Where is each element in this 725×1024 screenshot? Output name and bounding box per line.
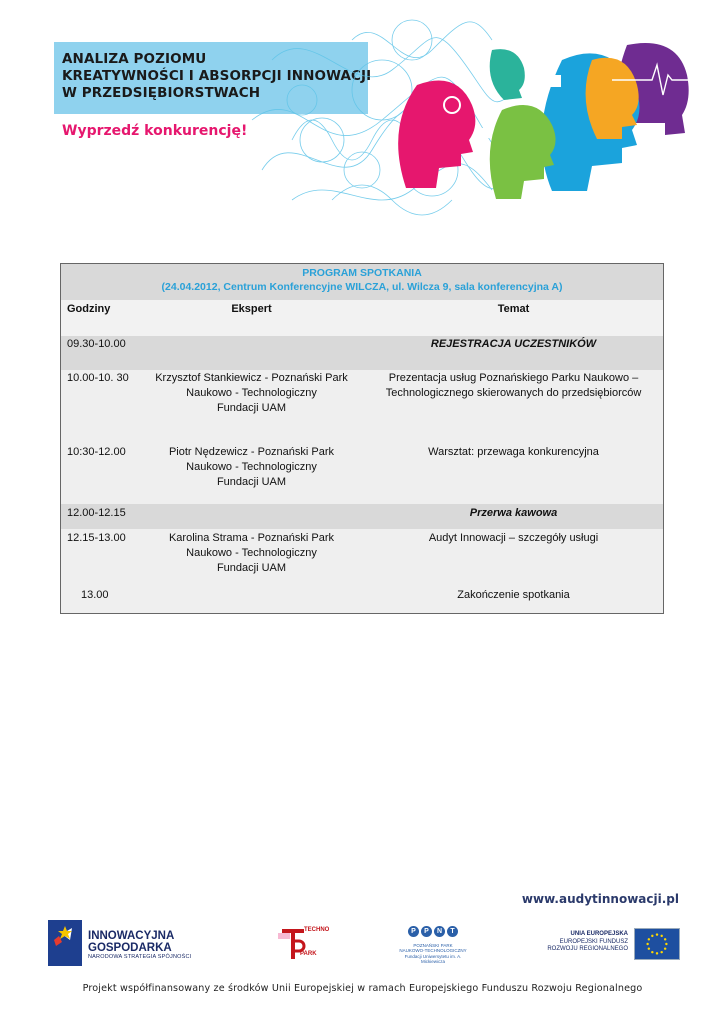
- row-time: 13.00: [81, 589, 109, 601]
- head-silhouettes: [398, 43, 689, 199]
- column-header-temat: Temat: [497, 303, 530, 315]
- row-expert: Krzysztof Stankiewicz - Poznański Park Naukowo - Technologiczny Fundacji UAM: [155, 372, 348, 414]
- head-pink: [398, 81, 475, 189]
- funding-note: Projekt współfinansowany ze środków Unii Europejskiej w ramach Europejskiego Funduszu Rozwoju Regionalnego: [82, 983, 643, 994]
- title-line-1: ANALIZA POZIOMU: [62, 51, 207, 67]
- table-row: [61, 585, 663, 613]
- ppnt-text-1: POZNAŃSKI PARK: [413, 943, 453, 948]
- table-row: [61, 336, 663, 370]
- row-topic: REJESTRACJA UCZESTNIKÓW: [430, 338, 597, 350]
- row-topic: Przerwa kawowa: [469, 507, 558, 519]
- chart-icon: [547, 75, 561, 87]
- ppnt-text-3: Fundacji Uniwersytetu im. A. Mickiewicza: [404, 954, 462, 964]
- eu-flag-icon: [634, 928, 680, 960]
- website-link[interactable]: www.audytinnowacji.pl: [521, 892, 679, 906]
- logo-ig-tagline: NARODOWA STRATEGIA SPÓJNOŚCI: [88, 954, 192, 960]
- head-green: [490, 105, 556, 199]
- title-line-3: W PRZEDSIĘBIORSTWACH: [62, 85, 261, 101]
- row-topic: Prezentacja usług Poznańskiego Parku Naukowo – Technologicznego skierowanych do przedsiębiorców: [385, 372, 642, 399]
- table-row: [61, 370, 663, 438]
- column-header-ekspert: Ekspert: [231, 303, 272, 315]
- ppnt-letters: P P N T: [408, 926, 458, 937]
- table-row: [61, 444, 663, 504]
- slogan: Wyprzedź konkurencję!: [62, 123, 248, 139]
- column-header-godziny: Godziny: [67, 303, 111, 315]
- row-topic: Warsztat: przewaga konkurencyjna: [428, 446, 599, 458]
- logo-ig-text: INNOWACYJNA GOSPODARKA: [88, 930, 175, 954]
- heads-illustration: [232, 0, 725, 220]
- row-topic: Zakończenie spotkania: [457, 589, 570, 601]
- row-time: 10:30-12.00: [67, 446, 126, 458]
- technopark-logo: [278, 927, 330, 961]
- row-time: 10.00-10. 30: [67, 372, 129, 384]
- eu-text: UNIA EUROPEJSKA EUROPEJSKI FUNDUSZ ROZWOJU REGIONALNEGO: [547, 931, 628, 952]
- table-row: [61, 529, 663, 585]
- program-subtitle: (24.04.2012, Centrum Konferencyjne WILCZA, ul. Wilcza 9, sala konferencyjna A): [161, 281, 563, 293]
- table-title-row: [61, 264, 663, 300]
- row-time: 12.00-12.15: [67, 507, 126, 519]
- row-expert: Piotr Nędzewicz - Poznański Park Naukowo - Technologiczny Fundacji UAM: [168, 446, 335, 488]
- title-line-2: KREATYWNOŚCI I ABSORPCJI INNOWACJI: [62, 68, 372, 84]
- eu-logo: [548, 928, 680, 960]
- table-row: [61, 504, 663, 529]
- program-title: PROGRAM SPOTKANIA: [302, 267, 422, 279]
- row-time: 12.15-13.00: [67, 532, 126, 544]
- technopark-label-1: TECHNO: [304, 927, 330, 933]
- innowacyjna-gospodarka-logo: [48, 918, 198, 968]
- head-teal: [490, 49, 525, 100]
- briefcase-icon: [478, 128, 492, 138]
- row-topic: Audyt Innowacji – szczegóły usługi: [428, 532, 599, 544]
- table-header-row: [61, 300, 663, 336]
- ppnt-text-2: NAUKOWO-TECHNOLOGICZNY: [399, 948, 467, 953]
- star-flag-icon: [48, 920, 82, 966]
- row-expert: Karolina Strama - Poznański Park Naukowo - Technologiczny Fundacji UAM: [168, 532, 335, 574]
- ppnt-logo: [398, 926, 468, 962]
- row-time: 09.30-10.00: [67, 338, 126, 350]
- technopark-label-2: PARK: [300, 951, 317, 957]
- program-table: [60, 263, 664, 614]
